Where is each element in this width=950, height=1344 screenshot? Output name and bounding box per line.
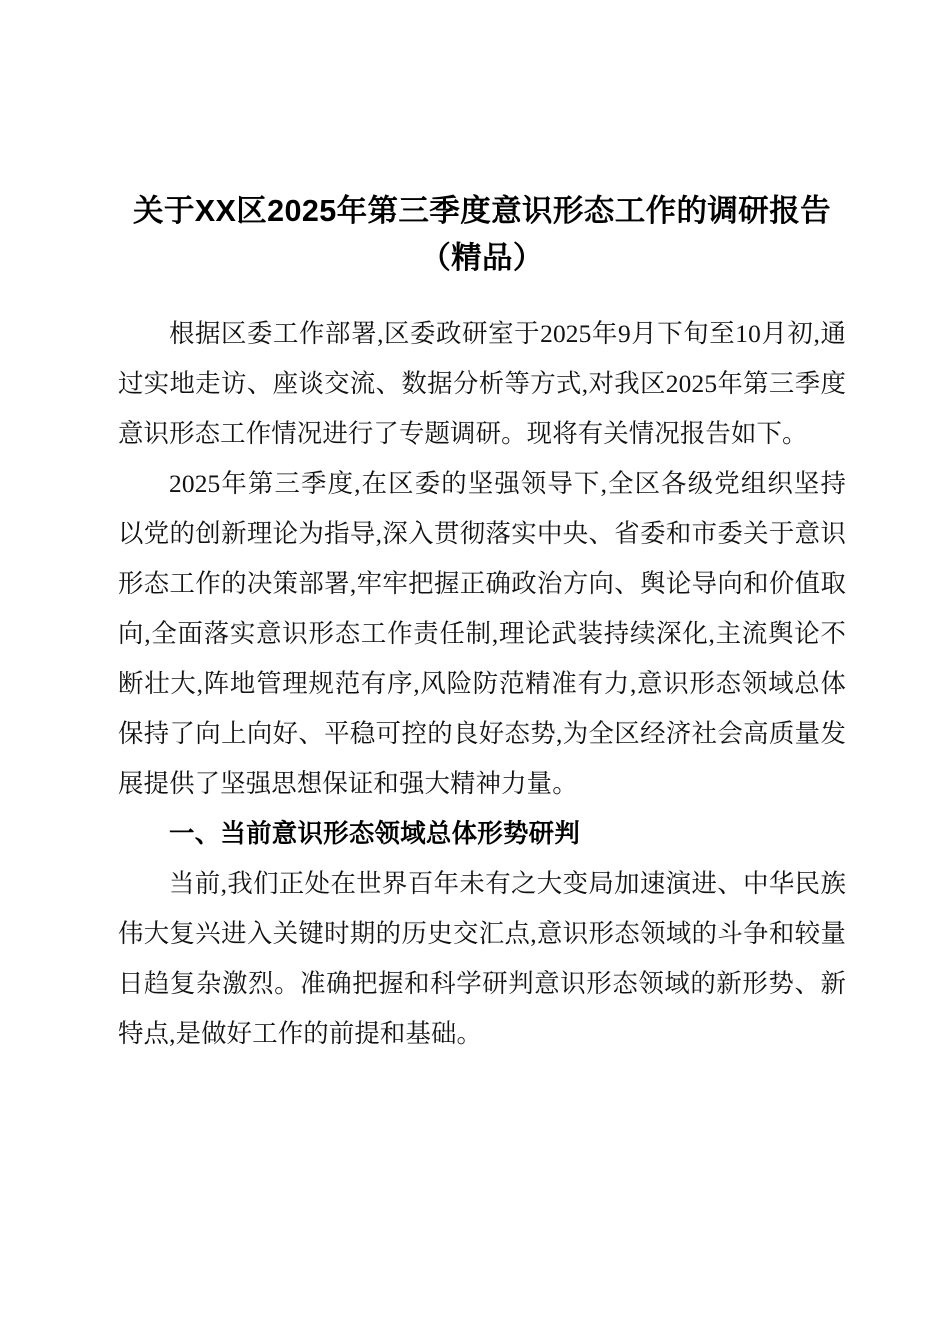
page-title: 关于XX区2025年第三季度意识形态工作的调研报告（精品） — [132, 194, 832, 275]
paragraph-intro: 根据区委工作部署,区委政研室于2025年9月下旬至10月初,通过实地走访、座谈交流、数据分析等方式,对我区2025年第三季度意识形态工作情况进行了专题调研。现将有关情况报告如下。 — [118, 320, 846, 448]
document-content-column — [118, 0, 846, 1059]
paragraph-overview: 2025年第三季度,在区委的坚强领导下,全区各级党组织坚持以党的创新理论为指导,深入贯彻落实中央、省委和市委关于意识形态工作的决策部署,牢牢把握正确政治方向、舆论导向和价值取向,全面落实意识形态工作责任制,理论武装持续深化,主流舆论不断壮大,阵地管理规范有序,风险防范精准有力,意识形态领域总体保持了向上向好、平稳可控的良好态势,为全区经济社会高质量发展提供了坚强思想保证和强大精神力量。 — [118, 470, 846, 798]
section-heading-1: 一、当前意识形态领域总体形势研判 — [169, 820, 581, 848]
paragraph-section-1-body: 当前,我们正处在世界百年未有之大变局加速演进、中华民族伟大复兴进入关键时期的历史交汇点,意识形态领域的斗争和较量日趋复杂激烈。准确把握和科学研判意识形态领域的新形势、新特点,是做好工作的前提和基础。 — [118, 870, 846, 1048]
